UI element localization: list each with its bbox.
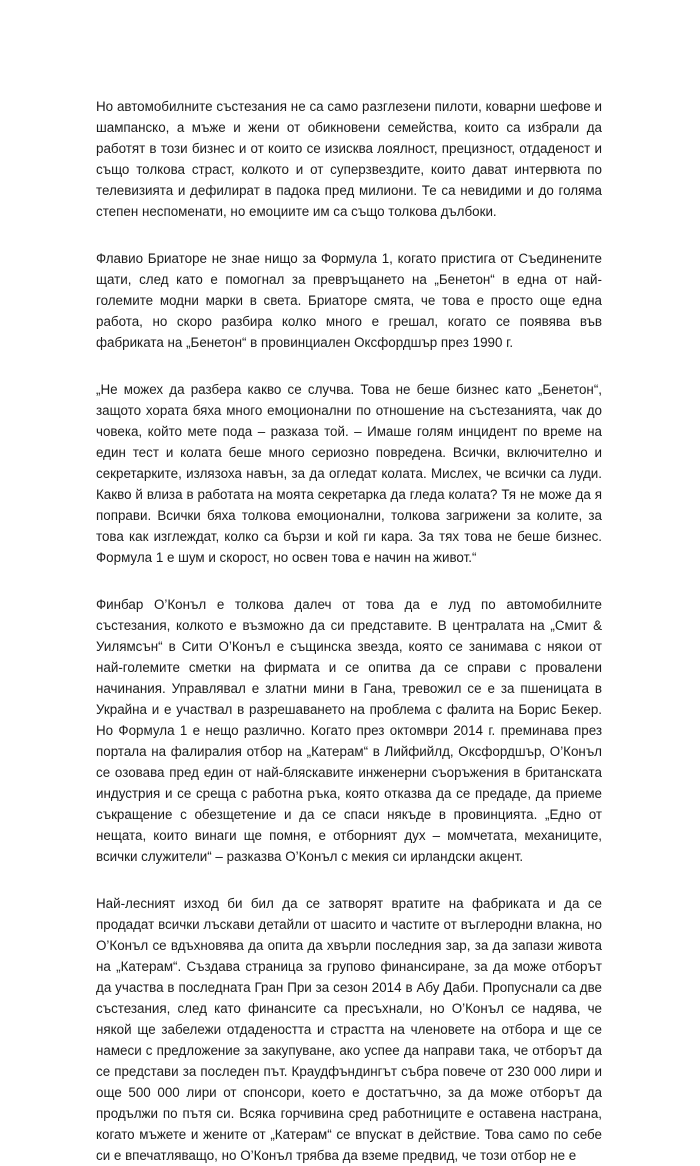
paragraph-3: „Не можех да разбера какво се случва. Това не беше бизнес като „Бенетон“, защото хората бяха много емоционални по отношение на състезанията, чак до човека, който мете пода – разказа той. – Имаше голям инцидент по време на един тест и колата беше много сериозно повредена. Всички, включително и секретарките, излязоха навън, за да огледат колата. Мислех, че всички са луди. Какво й влиза в работата на моята секретарка да гледа колата? Тя не може да я поправи. Всички бяха толкова емоционални, толкова загрижени за колите, за това как изглеждат, колко са бързи и кой ги кара. За тях това не беше бизнес. Формула 1 е шум и скорост, но освен това е начин на живот.“ xyxy=(96,382,602,565)
document-body xyxy=(96,96,602,1166)
paragraph-5: Най-лесният изход би бил да се затворят вратите на фабриката и да се продадат всички лъскави детайли от шасито и частите от въглеродни влакна, но О’Конъл се вдъхновява да опита да хвърли последния зар, за да запази живота на „Катерам“. Създава страница за групово финансиране, за да може отборът да участва в последната Гран При за сезон 2014 в Абу Даби. Пропуснали са две състезания, след като финансите са пресъхнали, но О’Конъл се надява, че някой ще забележи отдадеността и страстта на членовете на отбора и ще се намеси с предложение за закупуване, ако успее да направи така, че отборът да се представи за последен път. Краудфъндингът събра повече от 230 000 лири и още 500 000 лири от спонсори, което е достатъчно, за да може отборът да продължи по пътя си. Всяка горчивина сред работниците е оставена настрана, когато мъжете и жените от „Катерам“ се впускат в действие. Това само по себе си е впечатляващо, но О’Конъл трябва да вземе предвид, че този отбор не е xyxy=(96,896,602,1163)
paragraph-4: Финбар О’Конъл е толкова далеч от това да е луд по автомобилните състезания, колкото е възможно да си представите. В централата на „Смит & Уилямсън“ в Сити О’Конъл е същинска звезда, която се занимава с някои от най-големите сметки на фирмата и се опитва да се справи с провалени начинания. Управлявал е златни мини в Гана, тревожил се е за пшеницата в Украйна и е участвал в разрешаването на проблема с фалита на Борис Бекер. Но Формула 1 е нещо различно. Когато през октомври 2014 г. преминава през портала на фалиралия отбор на „Катерам“ в Лийфийлд, Оксфордшър, О’Конъл се озовава пред един от най-бляскавите инженерни съоръжения в британската индустрия и се среща с работна ръка, която отказва да се предаде, да приеме съкращение с обезщетение и да се спаси някъде в провинцията. „Едно от нещата, които винаги ще помня, е отборният дух – момчетата, механиците, всички служители“ – разказва О’Конъл с мекия си ирландски акцент. xyxy=(96,597,602,864)
paragraph-2: Флавио Бриаторе не знае нищо за Формула 1, когато пристига от Съединените щати, след като е помогнал за превръщането на „Бенетон“ в една от най-големите модни марки в света. Бриаторе смята, че това е просто още една работа, но скоро разбира колко много е грешал, когато се появява във фабриката на „Бенетон“ в провинциален Оксфордшър през 1990 г. xyxy=(96,251,602,350)
paragraph-1: Но автомобилните състезания не са само разглезени пилоти, коварни шефове и шампанско, а мъже и жени от обикновени семейства, които са избрали да работят в този бизнес и от които се изисква лоялност, прецизност, отдаденост и също толкова страст, колкото и от суперзвездите, които дават интервюта по телевизията и дефилират в падока пред милиони. Те са невидими и до голяма степен неспоменати, но емоциите им са също толкова дълбоки. xyxy=(96,99,602,219)
